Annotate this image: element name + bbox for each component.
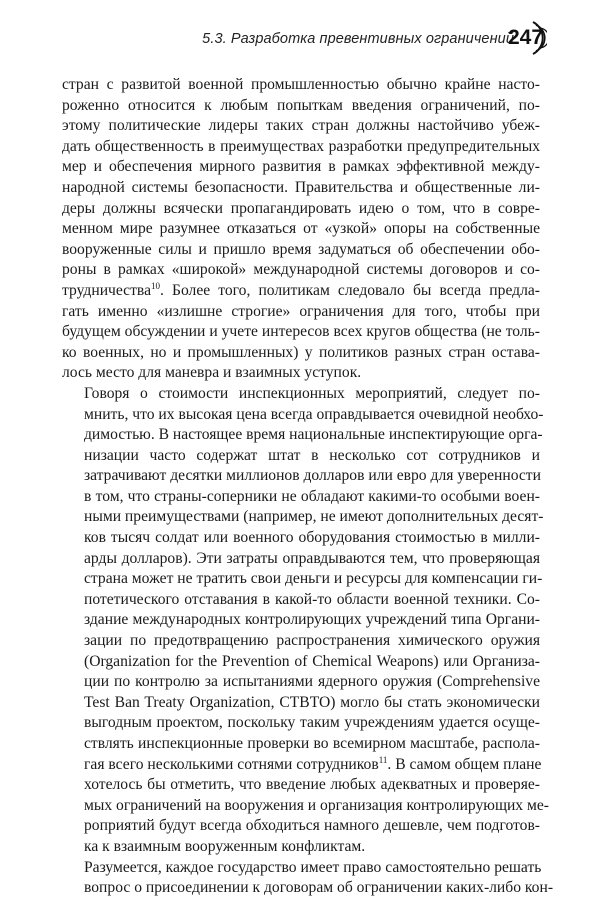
text-line: низации часто содержат штат в несколько сот сотрудников и [84,446,540,464]
text-line: ными преимуществами (например, не имеют дополнительных десят- [84,508,544,526]
footnote-marker[interactable]: 11 [378,754,388,765]
text-line: мнить, что их высокая цена всегда оправдывается очевидной необхо- [84,405,544,423]
text-line: мер и обеспечения мирного развития в рамках эффективной между- [62,158,540,176]
text-line: гая всего несколькими сотнями сотрудников$^{11}$. В самом общем плане [84,754,542,773]
text-line: димостью. В настоящее время национальные инспектирующие орга- [84,426,543,444]
page-number: 247 [508,26,544,49]
text-line: зации по предотвращению распространения химического оружия [84,632,540,650]
paragraph [62,75,540,384]
text-line: роприятий будут всегда обходиться намного дешевле, чем подготов- [84,817,540,835]
text-line: дать общественность в преимуществах разработки предупредительных [62,137,540,155]
text-line: деры должны всячески пропагандировать идею о том, что в совре- [62,199,540,217]
text-line: ствлять инспекционные проверки во всемирном масштабе, распола- [84,735,540,752]
body-text [62,75,554,899]
text-line: ка к взаимным вооруженным конфликтам. [84,837,366,855]
text-line: потетического отставания в какой-то области военной техники. Со- [84,590,540,608]
text-line: затрачивают десятки миллионов долларов или евро для уверенности [84,467,541,485]
text-line: этому политические лидеры таких стран должны настойчиво убеж- [62,117,540,135]
text-line: менном мире разумнее отказаться от «узкой» опоры на собственные [62,220,540,238]
text-line: здание международных контролирующих учреждений типа Органи- [84,611,540,629]
text-line: (Organization for the Prevention of Chemical Weapons) или Организа- [84,652,540,670]
text-line: ков тысяч солдат или военного оборудования стоимостью в милли- [84,529,540,547]
paragraph [62,858,554,899]
text-line: ции по контролю за испытаниями ядерного оружия (Comprehensive [84,673,540,691]
text-line: трудничества$^{10}$. Более того, политикам следовало бы всегда предла- [62,280,540,299]
text-line: мых ограничений на вооружения и организация контролирующих ме- [84,796,549,814]
text-line: вооруженные силы и пришло время задуматься об обеспечении обо- [62,240,540,258]
text-line: будущем обсуждении и учете интересов всех кругов общества (не толь- [62,323,540,341]
text-line: арды долларов). Эти затраты оправдываются тем, что проверяющая [84,549,540,567]
text-line: стран с развитой военной промышленностью обычно крайне насто- [62,76,540,93]
text-line: народной системы безопасности. Правительства и общественные ли- [62,178,540,196]
text-line: хотелось бы отметить, что введение любых адекватных и проверяе- [84,776,540,794]
text-line: Разумеется, каждое государство имеет право самостоятельно решать [84,858,542,876]
text-line: роны в рамках «широкой» международной системы договоров и со- [62,261,540,279]
text-line: в том, что страны-соперники не обладают какими-то особыми воен- [84,487,540,505]
text-line: страна может не тратить свои деньги и ресурсы для компенсации ги- [84,570,543,588]
text-line: вопрос о присоединении к договорам об ограничении каких-либо кон- [84,879,554,897]
text-line: Говоря о стоимости инспекционных мероприятий, следует по- [84,384,540,402]
text-line: лось место для маневра и взаимных уступок. [62,364,362,382]
running-title: 5.3. Разработка превентивных ограничений [202,31,514,47]
text-line: гать именно «излишне строгие» ограничения для того, чтобы при [62,302,540,320]
footnote-marker[interactable]: 10 [151,280,161,291]
page-header [0,0,600,70]
text-line: выгодным проектом, поскольку таким учреждениям удается осуще- [84,714,540,732]
text-line: ко военных, но и промышленных) у политиков разных стран остава- [62,343,540,361]
text-line: роженно относится к любым попыткам введения ограничений, по- [62,96,540,114]
text-line: Test Ban Treaty Organization, CTBTO) могло бы стать экономически [84,693,540,711]
paragraph [62,384,549,858]
